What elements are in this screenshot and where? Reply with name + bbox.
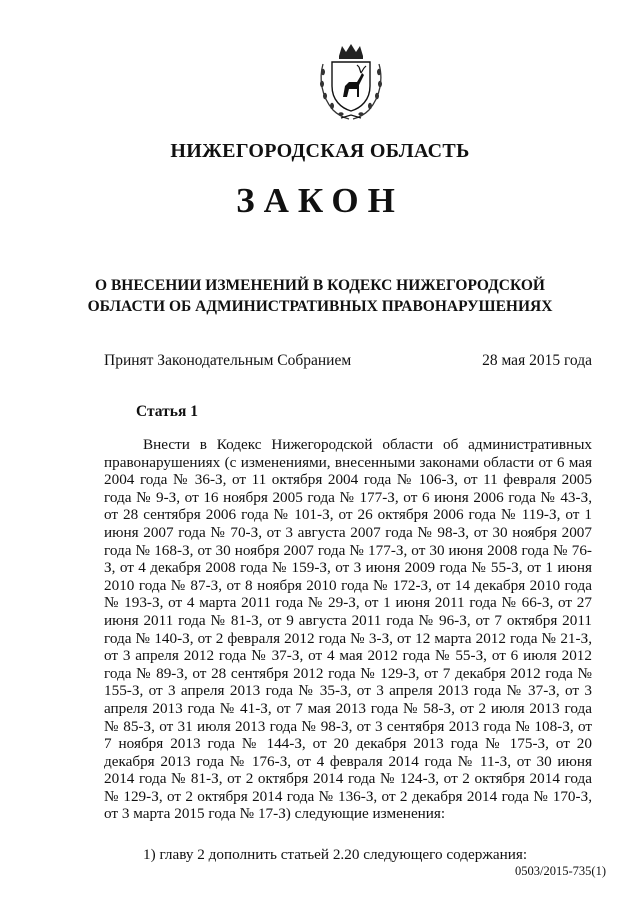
document-number: 0503/2015-735(1) xyxy=(515,864,606,878)
adoption-line xyxy=(104,352,592,370)
article-body: Внести в Кодекс Нижегородской области об административных правонарушениях (с изменениями, внесенными законами области от 6 мая 2004 года № 36-З, от 11 октября 2004 года № 106-З, от 11 февраля 2005 года № 9-З, от 16 ноября 2005 года № 177-З, от 6 июня 2006 года № 43-З, от 28 сентября 2006 года № 101-З, от 26 октября 2006 года № 119-З, от 1 июня 2007 года № 70-З, от 3 августа 2007 года № 98-З, от 30 ноября 2007 года № 168-З, от 30 ноября 2007 года № 177-З, от 30 июня 2008 года № 76-З, от 4 декабря 2008 года № 159-З, от 3 июня 2009 года № 55-З, от 1 июня 2010 года № 87-З, от 8 ноября 2010 года № 172-З, от 14 декабря 2010 года № 193-З, от 4 марта 2011 года № 29-З, от 1 июня 2011 года № 66-З, от 27 июня 2011 года № 81-З, от 9 августа 2011 года № 96-З, от 7 октября 2011 года № 140-З, от 2 февраля 2012 года № 3-З, от 12 марта 2012 года № 21-З, от 3 апреля 2012 года № 37-З, от 4 мая 2012 года № 55-З, от 6 июля 2012 года № 89-З, от 28 сентября 2012 года № 129-З, от 7 декабря 2012 года № 155-З, от 3 апреля 2013 года № 35-З, от 3 апреля 2013 года № 37-З, от 3 апреля 2013 года № 41-З, от 7 мая 2013 года № 58-З, от 2 июля 2013 года № 85-З, от 31 июля 2013 года № 98-З, от 3 сентября 2013 года № 108-З, от 7 ноября 2013 года № 144-З, от 20 декабря 2013 года № 175-З, от 20 декабря 2013 года № 176-З, от 4 февраля 2014 года № 11-З, от 30 июня 2014 года № 81-З, от 2 октября 2014 года № 124-З, от 2 октября 2014 года № 129-З, от 2 октября 2014 года № 136-З, от 2 декабря 2014 года № 170-З, от 3 марта 2015 года № 17-З) следующие изменения: xyxy=(104,436,592,823)
law-subject-line-1: О ВНЕСЕНИИ ИЗМЕНЕНИЙ В КОДЕКС НИЖЕГОРОДСКОЙ xyxy=(95,277,545,294)
adopted-by: Принят Законодательным Собранием xyxy=(104,352,352,369)
adoption-date: 28 мая 2015 года xyxy=(482,352,592,369)
law-subject xyxy=(0,275,640,317)
law-title: ЗАКОН xyxy=(236,181,404,220)
article-heading: Статья 1 xyxy=(136,403,198,420)
article-item-1: 1) главу 2 дополнить статьей 2.20 следующего содержания: xyxy=(143,846,528,863)
region-name: НИЖЕГОРОДСКАЯ ОБЛАСТЬ xyxy=(170,140,470,162)
law-subject-line-2: ОБЛАСТИ ОБ АДМИНИСТРАТИВНЫХ ПРАВОНАРУШЕНИЯХ xyxy=(87,298,553,315)
coat-of-arms-icon xyxy=(315,42,387,124)
